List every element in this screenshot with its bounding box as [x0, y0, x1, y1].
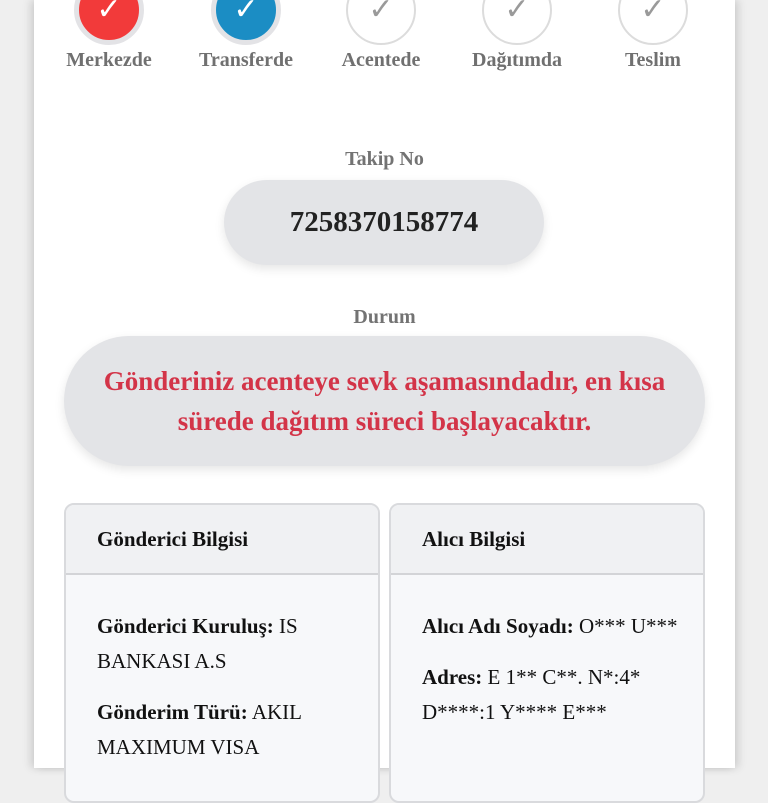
field-key: Adres: — [422, 665, 483, 689]
sender-type — [97, 695, 358, 765]
tracking-label: Takip No — [345, 148, 424, 170]
status-message: Gönderiniz acenteye sevk aşamasındadır, en kısa sürede dağıtım süreci başlayacaktır. — [64, 336, 705, 466]
sender-card-title: Gönderici Bilgisi — [66, 505, 378, 575]
step-label: Acentede — [341, 49, 421, 71]
field-value: AKIL MAXIMUM VISA — [97, 700, 302, 759]
recipient-card-title: Alıcı Bilgisi — [391, 505, 703, 575]
field-key: Gönderim Türü: — [97, 700, 248, 724]
sender-institution — [97, 609, 358, 679]
sender-card — [64, 503, 380, 803]
progress-steps — [34, 0, 735, 90]
step-label: Dağıtımda — [472, 49, 562, 71]
tracking-number: 7258370158774 — [224, 180, 544, 265]
tracking-page — [34, 0, 735, 768]
check-icon: ✓ — [618, 0, 688, 45]
recipient-name — [422, 609, 683, 644]
field-value: O*** U*** — [578, 614, 678, 638]
step-transferde — [186, 0, 306, 72]
check-icon: ✓ — [482, 0, 552, 45]
step-label: Transferde — [198, 49, 294, 71]
check-icon: ✓ — [211, 0, 281, 45]
step-label: Merkezde — [66, 49, 152, 71]
field-value: IS BANKASI A.S — [97, 614, 298, 673]
field-key: Gönderici Kuruluş: — [97, 614, 274, 638]
check-icon: ✓ — [346, 0, 416, 45]
status-label: Durum — [353, 306, 416, 328]
step-teslim — [593, 0, 713, 72]
field-value: E 1** C**. N*:4* D****:1 Y**** E*** — [422, 665, 641, 724]
recipient-card — [389, 503, 705, 803]
step-merkezde — [49, 0, 169, 72]
check-icon: ✓ — [74, 0, 144, 45]
step-dagitimda — [457, 0, 577, 72]
field-key: Alıcı Adı Soyadı: — [422, 614, 574, 638]
step-label: Teslim — [625, 49, 681, 71]
step-acentede — [321, 0, 441, 72]
recipient-address — [422, 660, 683, 730]
